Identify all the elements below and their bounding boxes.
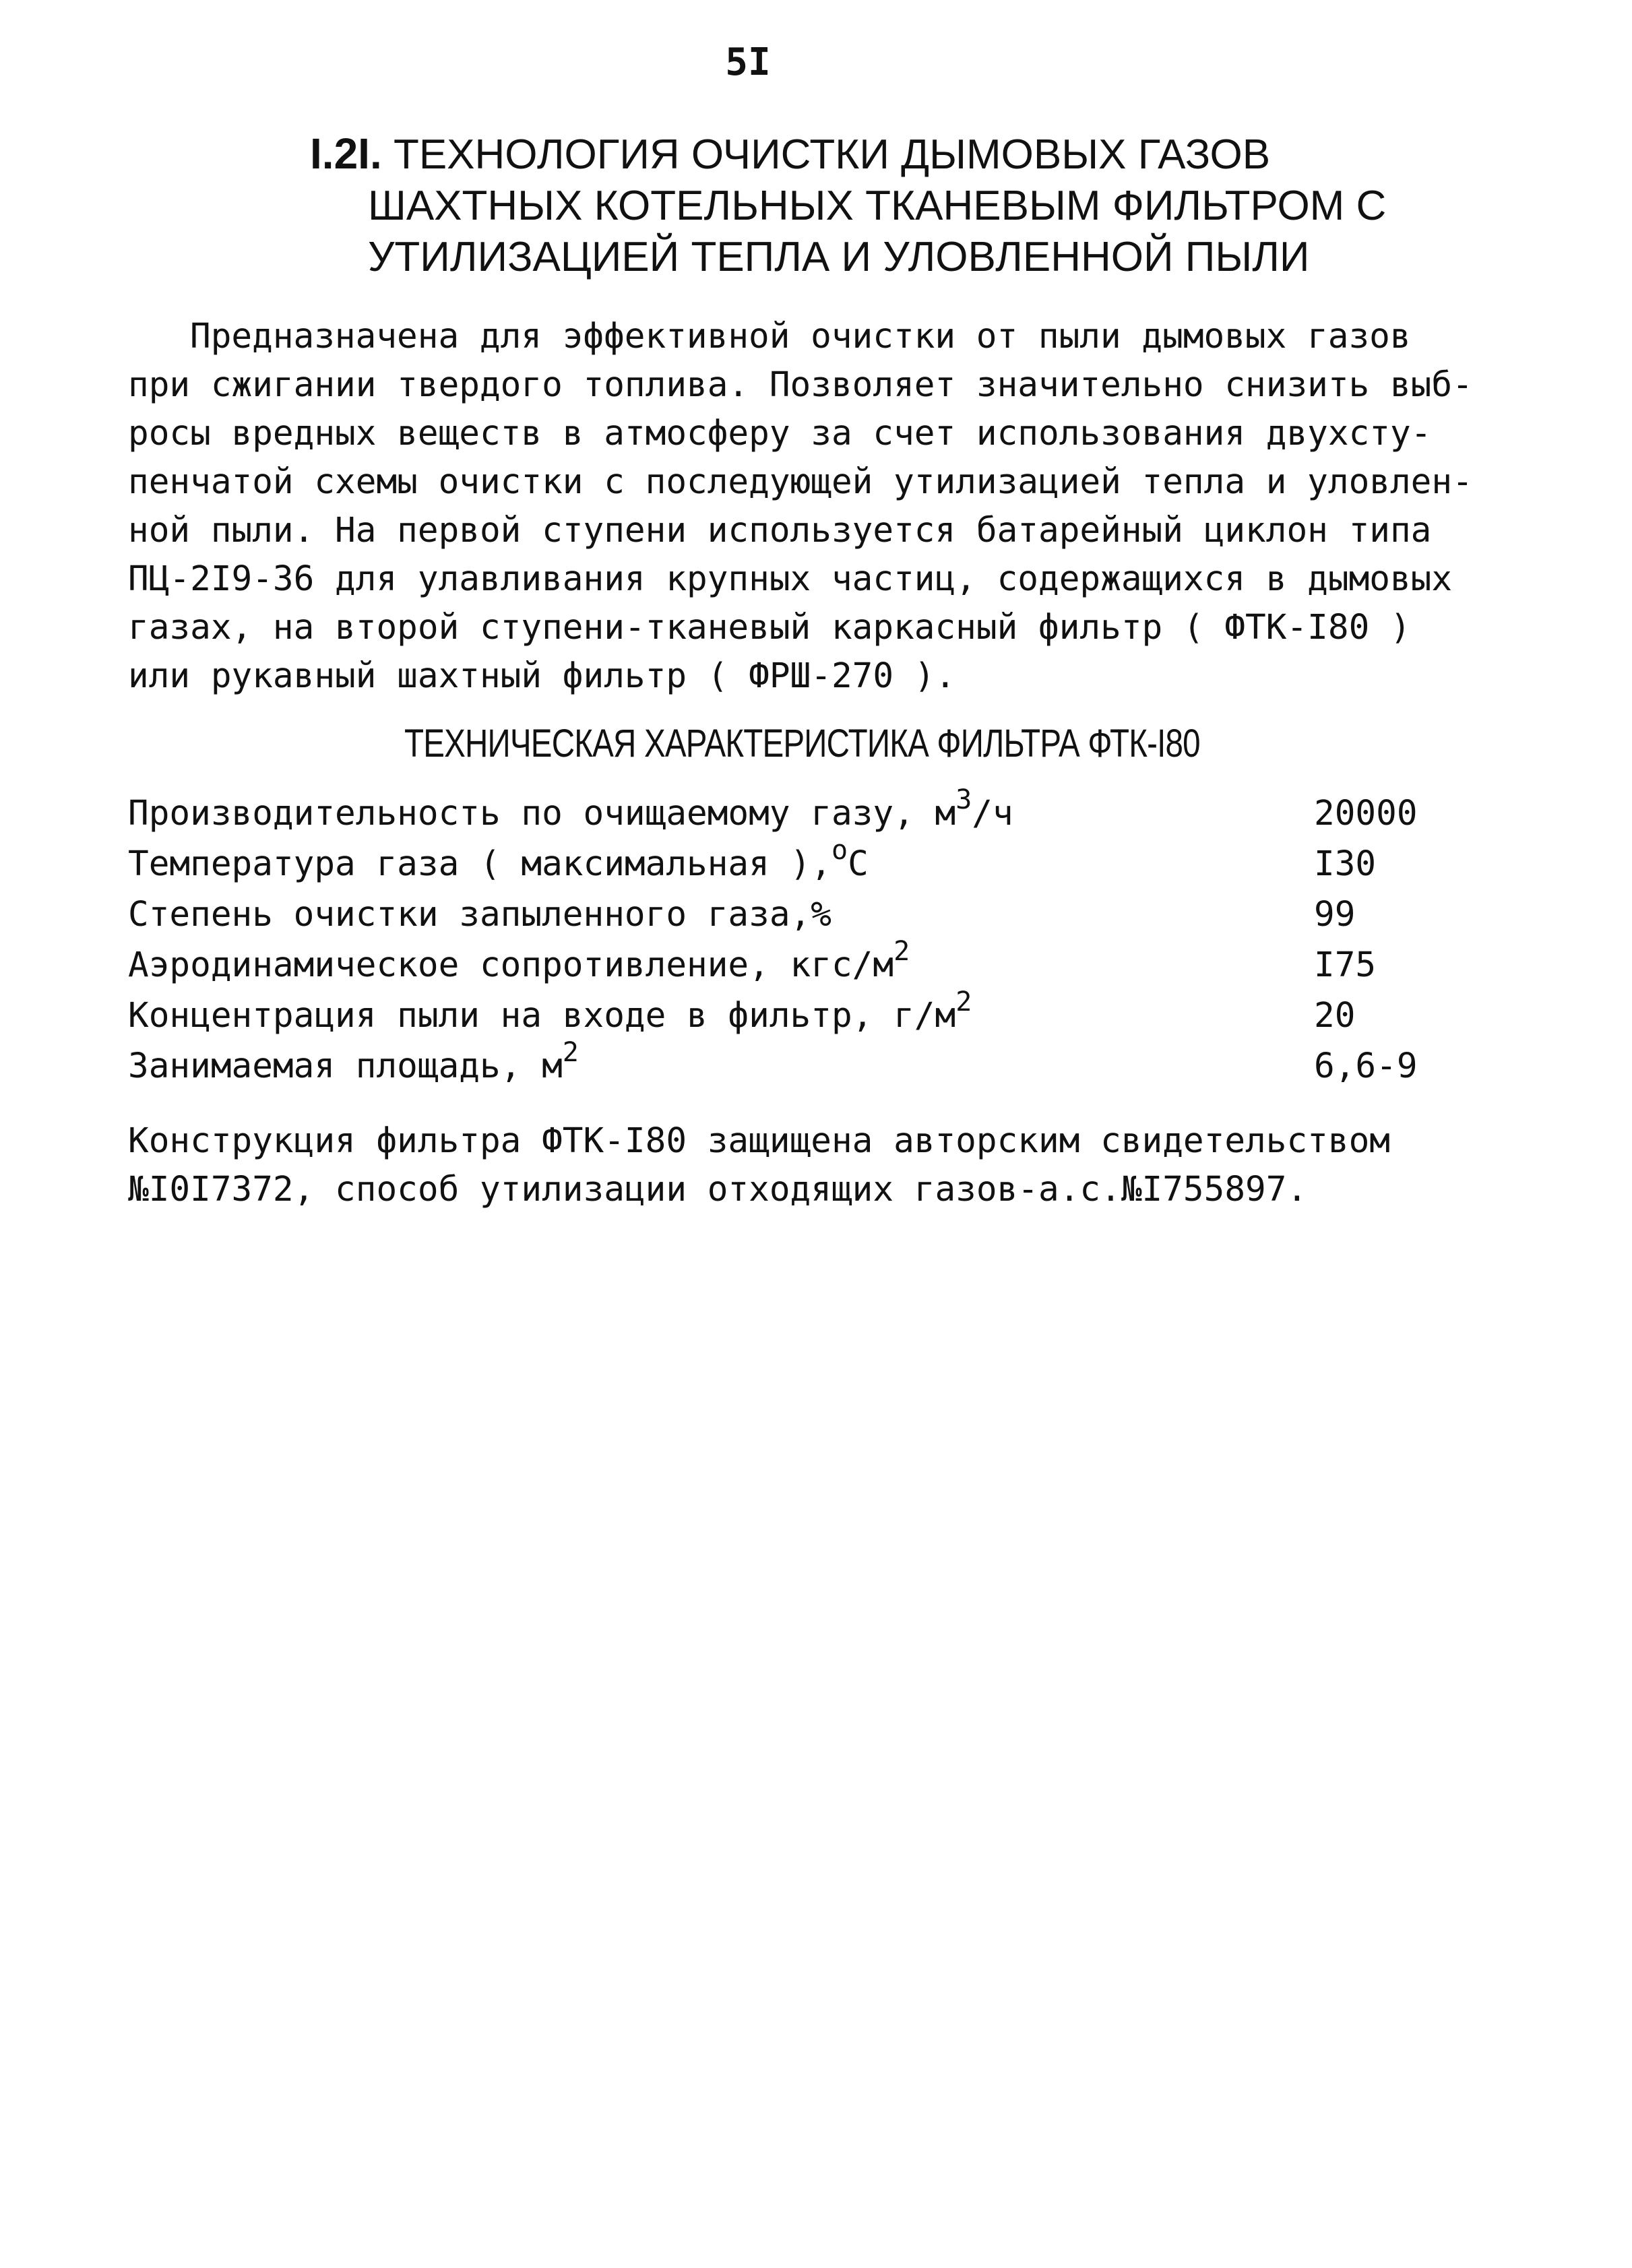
- section-number: I.2I.: [310, 129, 382, 178]
- section-heading: [310, 128, 1563, 283]
- spec-row: [128, 835, 1449, 889]
- heading-line-3: УТИЛИЗАЦИЕЙ ТЕПЛА И УЛОВЛЕННОЙ ПЫЛИ: [368, 234, 1310, 280]
- spec-value: I75: [1314, 945, 1377, 985]
- spec-label: Температура газа ( максимальная ),$^о$С: [128, 835, 869, 884]
- spec-table: [128, 784, 1449, 1092]
- spec-row: [128, 986, 1449, 1041]
- spec-row: [128, 936, 1449, 990]
- intro-line: Предназначена для эффективной очистки от пыли дымовых газов: [190, 317, 1411, 356]
- spec-value: I30: [1314, 844, 1377, 884]
- spec-row: [128, 1037, 1449, 1092]
- spec-value: 6,6-9: [1314, 1046, 1418, 1086]
- spec-label: Производительность по очищаемому газу, $м^3/ч$: [128, 784, 1013, 833]
- heading-line-1: I.2I. ТЕХНОЛОГИЯ ОЧИСТКИ ДЫМОВЫХ ГАЗОВ: [310, 129, 1271, 178]
- patent-note: [128, 1117, 1530, 1214]
- spec-row: [128, 889, 1449, 940]
- intro-line: газах, на второй ступени-тканевый каркасный фильтр ( ФТК-I80 ): [128, 608, 1411, 648]
- spec-row: [128, 784, 1449, 839]
- intro-line: при сжигании твердого топлива. Позволяет значительно снизить выб-: [128, 365, 1473, 405]
- patent-note-line: №I0I7372, способ утилизации отходящих газов-а.с.№I755897.: [128, 1170, 1308, 1209]
- intro-line: ПЦ-2I9-36 для улавливания крупных частиц, содержащихся в дымовых: [128, 559, 1453, 599]
- intro-line: или рукавный шахтный фильтр ( ФРШ-270 ).: [128, 656, 956, 696]
- spec-value: 20000: [1314, 794, 1418, 833]
- spec-table-title: ТЕХНИЧЕСКАЯ ХАРАКТЕРИСТИКА ФИЛЬТРА ФТК-I80: [404, 722, 1200, 765]
- intro-line: ной пыли. На первой ступени используется батарейный циклон типа: [128, 511, 1432, 550]
- heading-line-2: ШАХТНЫХ КОТЕЛЬНЫХ ТКАНЕВЫМ ФИЛЬТРОМ С: [368, 183, 1387, 229]
- spec-label: Концентрация пыли на входе в фильтр, $г/м^2$: [128, 986, 972, 1036]
- intro-paragraph: [128, 313, 1530, 701]
- intro-line: пенчатой схемы очистки с последующей утилизацией тепла и уловлен-: [128, 462, 1473, 502]
- spec-value: 99: [1314, 895, 1356, 935]
- spec-value: 20: [1314, 996, 1356, 1036]
- intro-line: росы вредных веществ в атмосферу за счет использования двухсту-: [128, 414, 1432, 453]
- patent-note-line: Конструкция фильтра ФТК-I80 защищена авторским свидетельством: [128, 1121, 1390, 1161]
- spec-label: Степень очистки запыленного газа,%: [128, 895, 831, 935]
- spec-label: Аэродинамическое сопротивление, кгс/$м^2$: [128, 936, 910, 985]
- spec-label: Занимаемая площадь, $м^2$: [128, 1037, 579, 1086]
- page-number: 5I: [725, 40, 771, 84]
